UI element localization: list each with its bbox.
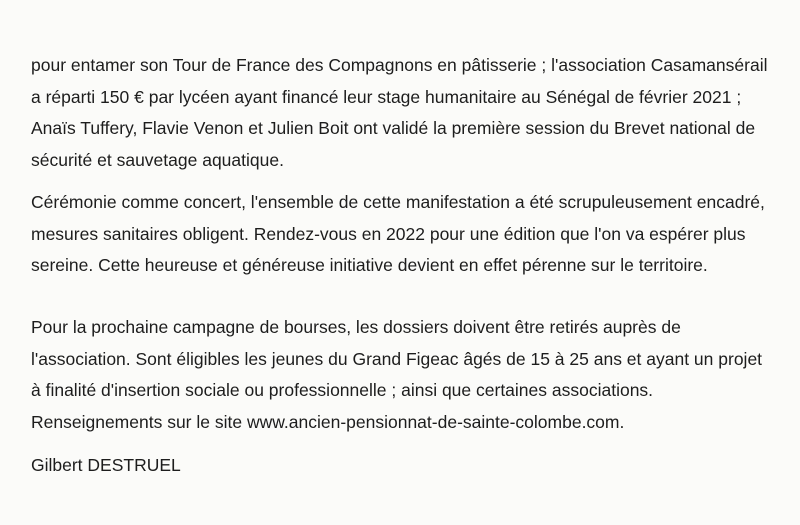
paragraph-line: Renseignements sur le site www.ancien-pensionnat-de-sainte-colombe.com.: [31, 411, 625, 432]
paragraph-line: sereine. Cette heureuse et généreuse initiative devient en effet pérenne sur le territoire.: [31, 255, 708, 275]
document-page: [31, 0, 796, 525]
paragraph-line: mesures sanitaires obligent. Rendez-vous en 2022 pour une édition que l'on va espérer plus: [31, 223, 746, 244]
paragraph-3: [31, 312, 762, 438]
paragraph-line: a réparti 150 € par lycéen ayant financé leur stage humanitaire au Sénégal de février 2021 ;: [31, 86, 742, 107]
paragraph-2: [31, 187, 765, 282]
signature: Gilbert DESTRUEL: [31, 455, 181, 475]
paragraph-1: [31, 50, 767, 176]
paragraph-line: pour entamer son Tour de France des Compagnons en pâtisserie ; l'association Casamansérail: [31, 55, 768, 75]
paragraph-line: sécurité et sauvetage aquatique.: [31, 149, 284, 170]
paragraph-line: Anaïs Tuffery, Flavie Venon et Julien Boit ont validé la première session du Brevet national de: [31, 118, 756, 138]
paragraph-line: Pour la prochaine campagne de bourses, les dossiers doivent être retirés auprès de: [31, 317, 681, 337]
paragraph-line: à finalité d'insertion sociale ou professionnelle ; ainsi que certaines associations.: [31, 380, 654, 400]
paragraph-line: l'association. Sont éligibles les jeunes du Grand Figeac âgés de 15 à 25 ans et ayant un projet: [31, 348, 763, 369]
paragraph-line: Cérémonie comme concert, l'ensemble de cette manifestation a été scrupuleusement encadré,: [31, 192, 765, 212]
